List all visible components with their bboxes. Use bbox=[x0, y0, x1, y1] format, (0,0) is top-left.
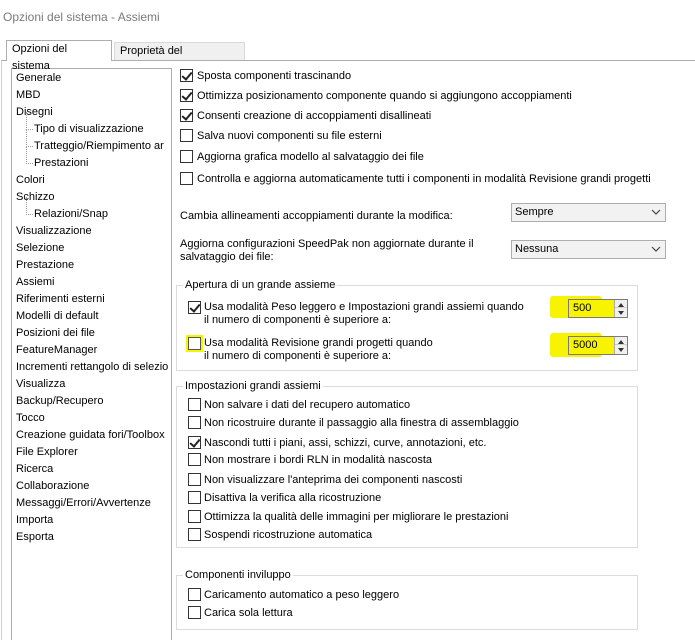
componenti-inviluppo-legend: Componenti inviluppo bbox=[185, 569, 291, 581]
tree-item-creazione-guidata-fori[interactable]: Creazione guidata fori/Toolbox bbox=[16, 429, 165, 441]
accoppiamenti-disallineati-checkbox[interactable] bbox=[180, 109, 193, 122]
apertura-grande-assieme-legend: Apertura di un grande assieme bbox=[185, 279, 336, 291]
disattiva-verifica-checkbox[interactable] bbox=[188, 491, 201, 504]
tree-item-generale[interactable]: Generale bbox=[16, 72, 62, 84]
title-bar bbox=[0, 0, 695, 36]
tab-label: Opzioni del sistema bbox=[12, 43, 68, 72]
tree-item-collaborazione[interactable]: Collaborazione bbox=[16, 480, 90, 492]
caret-down-icon bbox=[615, 346, 627, 354]
tab-system-options[interactable] bbox=[6, 40, 112, 72]
revisione-threshold-spinner[interactable] bbox=[568, 336, 628, 355]
sospendi-ricostruzione-label: Sospendi ricostruzione automatica bbox=[204, 529, 373, 541]
tab-label: Proprietà del bbox=[120, 45, 183, 57]
non-mostrare-bordi-checkbox[interactable] bbox=[188, 453, 201, 466]
salva-componenti-esterni-label: Salva nuovi componenti su file esterni bbox=[197, 130, 382, 142]
non-mostrare-bordi-label: Non mostrare i bordi RLN in modalità nascosta bbox=[204, 454, 433, 466]
carica-sola-lettura-label: Carica sola lettura bbox=[204, 607, 293, 619]
tree-item-tocco[interactable]: Tocco bbox=[16, 412, 45, 424]
spinner-down-button[interactable] bbox=[615, 345, 627, 353]
allineamenti-dropdown[interactable] bbox=[511, 203, 666, 222]
sposta-componenti-label: Sposta componenti trascinando bbox=[197, 70, 352, 82]
ottimizza-qualita-checkbox[interactable] bbox=[188, 510, 201, 523]
tree-item-file-explorer[interactable]: File Explorer bbox=[16, 446, 78, 458]
tree-item-prestazione[interactable]: Prestazione bbox=[16, 259, 75, 271]
tree-item-backup-recupero[interactable]: Backup/Recupero bbox=[16, 395, 104, 407]
tree-item-posizioni-file[interactable]: Posizioni dei file bbox=[16, 327, 95, 339]
spinner-up-button[interactable] bbox=[615, 300, 627, 308]
impostazioni-grandi-assiemi-legend: Impostazioni grandi assiemi bbox=[185, 380, 321, 392]
aggiorna-grafica-checkbox[interactable] bbox=[180, 150, 193, 163]
peso-leggero-checkbox[interactable] bbox=[188, 301, 201, 314]
tree-item-schizzo[interactable]: Schizzo bbox=[16, 191, 55, 203]
spinner-buttons bbox=[614, 300, 627, 317]
speedpak-label-line2: salvataggio dei file: bbox=[180, 251, 274, 263]
tree-item-featuremanager[interactable]: FeatureManager bbox=[16, 344, 98, 356]
peso-leggero-threshold-spinner[interactable] bbox=[568, 299, 628, 318]
revisione-label-line1: Usa modalità Revisione grandi progetti quando bbox=[204, 337, 433, 349]
tab-strip bbox=[0, 40, 695, 72]
allineamenti-value: Sempre bbox=[515, 206, 554, 218]
ottimizza-qualita-label: Ottimizza la qualità delle immagini per migliorare le prestazioni bbox=[204, 511, 509, 523]
tree-item-incrementi[interactable]: Incrementi rettangolo di selezio bbox=[16, 361, 169, 373]
tree-item-visualizzazione[interactable]: Visualizzazione bbox=[16, 225, 92, 237]
non-salvare-recupero-checkbox[interactable] bbox=[188, 398, 201, 411]
peso-leggero-label-line1: Usa modalità Peso leggero e Impostazioni grandi assiemi quando bbox=[204, 301, 524, 313]
peso-leggero-label-line2: il numero di componenti è superiore a: bbox=[204, 314, 392, 326]
tree-item-selezione[interactable]: Selezione bbox=[16, 242, 65, 254]
speedpak-label-line1: Aggiorna configurazioni SpeedPak non aggiornate durante il bbox=[180, 238, 474, 250]
window-title: Opzioni del sistema - Assiemi bbox=[3, 10, 160, 24]
tree-item-relazioni-snap[interactable]: Relazioni/Snap bbox=[34, 206, 108, 223]
tree-item-importa[interactable]: Importa bbox=[16, 514, 54, 526]
tree-item-mbd[interactable]: MBD bbox=[16, 89, 41, 101]
chevron-down-icon bbox=[651, 244, 661, 254]
carica-sola-lettura-checkbox[interactable] bbox=[188, 606, 201, 619]
non-salvare-recupero-label: Non salvare i dati del recupero automatico bbox=[204, 399, 411, 411]
tree-item-disegni[interactable]: Disegni bbox=[16, 106, 53, 118]
revisione-threshold-value[interactable]: 5000 bbox=[569, 337, 615, 354]
non-visualizzare-anteprima-checkbox[interactable] bbox=[188, 473, 201, 486]
peso-leggero-threshold-value[interactable]: 500 bbox=[569, 300, 615, 317]
speedpak-value: Nessuna bbox=[515, 243, 559, 255]
controlla-aggiorna-revisione-label: Controlla e aggiorna automaticamente tutti i componenti in modalità Revisione grandi progetti bbox=[197, 173, 651, 185]
chevron-down-icon bbox=[651, 207, 661, 217]
sospendi-ricostruzione-checkbox[interactable] bbox=[188, 528, 201, 541]
ottimizza-posizionamento-label: Ottimizza posizionamento componente quando si aggiungono accoppiamenti bbox=[197, 90, 572, 102]
options-tree[interactable] bbox=[11, 68, 172, 640]
tree-item-assiemi[interactable]: Assiemi bbox=[16, 274, 55, 291]
spinner-buttons bbox=[614, 337, 627, 354]
salva-componenti-esterni-checkbox[interactable] bbox=[180, 129, 193, 142]
nascondi-piani-checkbox[interactable] bbox=[188, 436, 201, 449]
sposta-componenti-checkbox[interactable] bbox=[180, 69, 193, 82]
non-visualizzare-anteprima-label: Non visualizzare l'anteprima dei componenti nascosti bbox=[204, 474, 463, 486]
tree-item-colori[interactable]: Colori bbox=[16, 174, 45, 186]
nascondi-piani-label: Nascondi tutti i piani, assi, schizzi, curve, annotazioni, etc. bbox=[204, 437, 487, 449]
tree-item-riferimenti-esterni[interactable]: Riferimenti esterni bbox=[16, 293, 105, 305]
aggiorna-grafica-label: Aggiorna grafica modello al salvataggio dei file bbox=[197, 151, 424, 163]
tab-document-properties[interactable] bbox=[114, 42, 245, 60]
non-ricostruire-checkbox[interactable] bbox=[188, 416, 201, 429]
controlla-aggiorna-revisione-checkbox[interactable] bbox=[180, 172, 193, 185]
spinner-up-button[interactable] bbox=[615, 337, 627, 345]
disattiva-verifica-label: Disattiva la verifica alla ricostruzione bbox=[204, 492, 382, 504]
caricamento-peso-leggero-checkbox[interactable] bbox=[188, 588, 201, 601]
tree-item-prestazioni-disegni[interactable]: Prestazioni bbox=[34, 155, 88, 172]
tree-item-tipo-visualizzazione[interactable]: Tipo di visualizzazione bbox=[34, 121, 144, 138]
caricamento-peso-leggero-label: Caricamento automatico a peso leggero bbox=[204, 589, 400, 601]
allineamenti-label: Cambia allineamenti accoppiamenti durante la modifica: bbox=[180, 210, 453, 222]
tree-item-messaggi[interactable]: Messaggi/Errori/Avvertenze bbox=[16, 497, 151, 509]
non-ricostruire-label: Non ricostruire durante il passaggio alla finestra di assemblaggio bbox=[204, 417, 519, 429]
spinner-down-button[interactable] bbox=[615, 308, 627, 316]
tree-item-visualizza[interactable]: Visualizza bbox=[16, 378, 66, 390]
revisione-label-line2: il numero di componenti è superiore a: bbox=[204, 350, 392, 362]
revisione-grandi-progetti-checkbox[interactable] bbox=[188, 337, 201, 350]
accoppiamenti-disallineati-label: Consenti creazione di accoppiamenti disallineati bbox=[197, 110, 432, 122]
tree-item-tratteggio[interactable]: Tratteggio/Riempimento ar bbox=[34, 138, 164, 155]
componenti-inviluppo-group bbox=[176, 569, 638, 630]
caret-down-icon bbox=[615, 309, 627, 317]
ottimizza-posizionamento-checkbox[interactable] bbox=[180, 89, 193, 102]
tree-item-ricerca[interactable]: Ricerca bbox=[16, 463, 54, 475]
tree-item-modelli-default[interactable]: Modelli di default bbox=[16, 310, 99, 322]
speedpak-dropdown[interactable] bbox=[511, 240, 666, 259]
tree-item-esporta[interactable]: Esporta bbox=[16, 531, 54, 543]
